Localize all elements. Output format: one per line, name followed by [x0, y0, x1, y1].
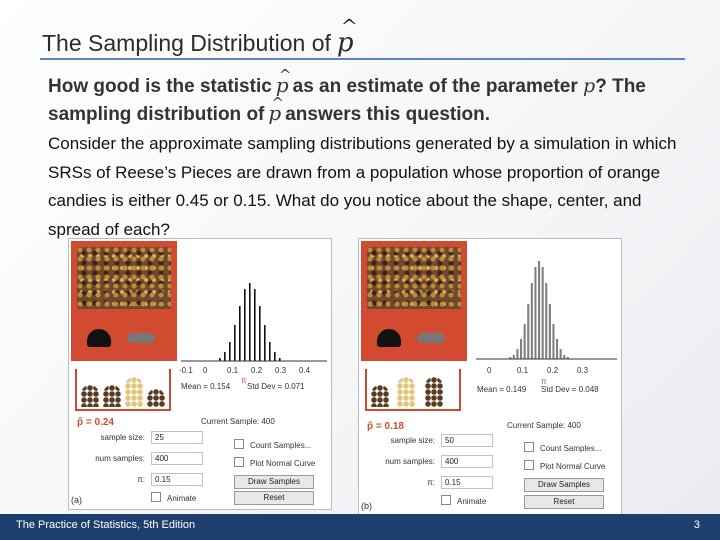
- mean-readout: Mean = 0.154: [181, 382, 231, 391]
- sample-tube: [147, 389, 165, 407]
- histogram-bar: [563, 355, 565, 359]
- parameter-p: p: [583, 75, 596, 97]
- mean-readout: Mean = 0.149: [477, 385, 527, 394]
- histogram-b: [474, 253, 619, 365]
- num-samples-input[interactable]: 400: [151, 452, 203, 465]
- question-text: [48, 72, 688, 128]
- histogram-bar: [234, 325, 236, 361]
- sample-tube: [81, 385, 99, 407]
- reset-button[interactable]: Reset: [524, 495, 604, 509]
- axis-tick-label: 0.2: [547, 366, 559, 375]
- sample-size-input[interactable]: 25: [151, 431, 203, 444]
- candy-machine-image: [71, 241, 177, 361]
- histogram-bar: [229, 342, 231, 361]
- stddev-readout: Std Dev = 0.048: [541, 385, 599, 394]
- histogram-bar: [254, 289, 256, 361]
- histogram-bar: [520, 339, 522, 359]
- phat-readout: p̂ = 0.18: [367, 421, 404, 432]
- p-hat-symbol: ^ p: [337, 28, 354, 58]
- sample-tube: [371, 385, 389, 407]
- axis-tick-label: 0.3: [275, 366, 287, 375]
- num-samples-label: num samples:: [385, 457, 435, 466]
- histogram-bar: [513, 355, 515, 359]
- histogram-bar: [527, 304, 529, 359]
- pi-input[interactable]: 0.15: [441, 476, 493, 489]
- histogram-bar: [538, 261, 540, 359]
- histogram-bar: [269, 342, 271, 361]
- count-samples-checkbox[interactable]: Count Samples...: [524, 442, 601, 453]
- sample-size-label: sample size:: [100, 433, 145, 442]
- footer-bar: [0, 514, 720, 540]
- histogram-a: [179, 269, 329, 369]
- num-samples-input[interactable]: 400: [441, 455, 493, 468]
- pi-label: π:: [427, 478, 435, 487]
- draw-samples-button[interactable]: Draw Samples: [524, 478, 604, 492]
- slide-number: 3: [693, 519, 700, 531]
- histogram-bar: [516, 349, 518, 359]
- axis-tick-label: 0: [203, 366, 208, 375]
- axis-tick-label: 0.4: [299, 366, 311, 375]
- sample-tube: [397, 377, 415, 407]
- question-part-2: as an estimate of the parameter: [292, 76, 578, 97]
- candy-bin: [367, 247, 461, 309]
- sample-size-input[interactable]: 50: [441, 434, 493, 447]
- plot-normal-curve-checkbox[interactable]: Plot Normal Curve: [234, 457, 315, 468]
- axis-tick-label: 0.1: [517, 366, 529, 375]
- dispenser-knob: [127, 333, 155, 343]
- slide-title-text: The Sampling Distribution of: [42, 30, 331, 56]
- footer-book-title: The Practice of Statistics, 5th Edition: [16, 519, 196, 531]
- current-sample-label: Current Sample: 400: [201, 417, 275, 426]
- dispenser-knob: [417, 333, 445, 343]
- candy-bin: [77, 247, 171, 309]
- num-samples-label: num samples:: [95, 454, 145, 463]
- body-paragraph: Consider the approximate sampling distributions generated by a simulation in which SRSs of Reese’s Pieces are drawn from a population whose proportion of orange candies is either 0.45 or 0.15. What do you notice about the shape, center, and spread of each?: [48, 134, 677, 239]
- applet-panel-b: [358, 238, 622, 516]
- panel-label: (b): [361, 501, 372, 511]
- histogram-bar: [274, 352, 276, 361]
- slide-title: [42, 28, 354, 58]
- pi-marker: π: [541, 377, 547, 386]
- histogram-bar: [556, 339, 558, 359]
- dispenser-slot: [87, 329, 111, 347]
- phat-readout: p̂ = 0.24: [77, 417, 114, 428]
- sample-tube: [103, 385, 121, 407]
- question-part-3: ? The sampling distribution of: [48, 76, 646, 125]
- sample-size-label: sample size:: [390, 436, 435, 445]
- sample-tube: [425, 377, 443, 407]
- histogram-bar: [259, 306, 261, 361]
- histogram-bar: [534, 267, 536, 359]
- question-part-1: How good is the statistic: [48, 76, 272, 97]
- question-part-4: answers this question.: [285, 104, 491, 125]
- histogram-bar: [560, 349, 562, 359]
- p-hat-symbol: ^ p: [276, 72, 289, 98]
- histogram-bar: [244, 289, 246, 361]
- animate-checkbox[interactable]: Animate: [151, 492, 196, 503]
- dispenser-slot: [377, 329, 401, 347]
- histogram-bar: [549, 304, 551, 359]
- draw-samples-button[interactable]: Draw Samples: [234, 475, 314, 489]
- p-hat-symbol: ^ p: [268, 100, 281, 126]
- panel-label: (a): [71, 495, 82, 505]
- sample-tube: [125, 377, 143, 407]
- axis-tick-label: 0: [487, 366, 492, 375]
- histogram-bar: [552, 324, 554, 359]
- applet-panel-a: [68, 238, 332, 510]
- histogram-bar: [249, 283, 251, 361]
- pi-input[interactable]: 0.15: [151, 473, 203, 486]
- axis-tick-label: -0.1: [179, 366, 193, 375]
- histogram-bar: [524, 324, 526, 359]
- axis-tick-label: 0.2: [251, 366, 263, 375]
- reset-button[interactable]: Reset: [234, 491, 314, 505]
- axis-tick-label: 0.1: [227, 366, 239, 375]
- histogram-bar: [545, 283, 547, 359]
- plot-normal-curve-checkbox[interactable]: Plot Normal Curve: [524, 460, 605, 471]
- pi-marker: π: [241, 376, 247, 385]
- histogram-bar: [224, 352, 226, 361]
- title-underline: [40, 58, 685, 60]
- sample-tubes: [75, 369, 171, 411]
- stddev-readout: Std Dev = 0.071: [247, 382, 305, 391]
- count-samples-checkbox[interactable]: Count Samples...: [234, 439, 311, 450]
- current-sample-label: Current Sample: 400: [507, 421, 581, 430]
- histogram-bar: [542, 267, 544, 359]
- animate-checkbox[interactable]: Animate: [441, 495, 486, 506]
- axis-tick-label: 0.3: [577, 366, 589, 375]
- sample-tubes: [365, 369, 461, 411]
- pi-label: π:: [137, 475, 145, 484]
- candy-machine-image: [361, 241, 467, 361]
- histogram-bar: [531, 283, 533, 359]
- histogram-bar: [264, 325, 266, 361]
- histogram-bar: [239, 306, 241, 361]
